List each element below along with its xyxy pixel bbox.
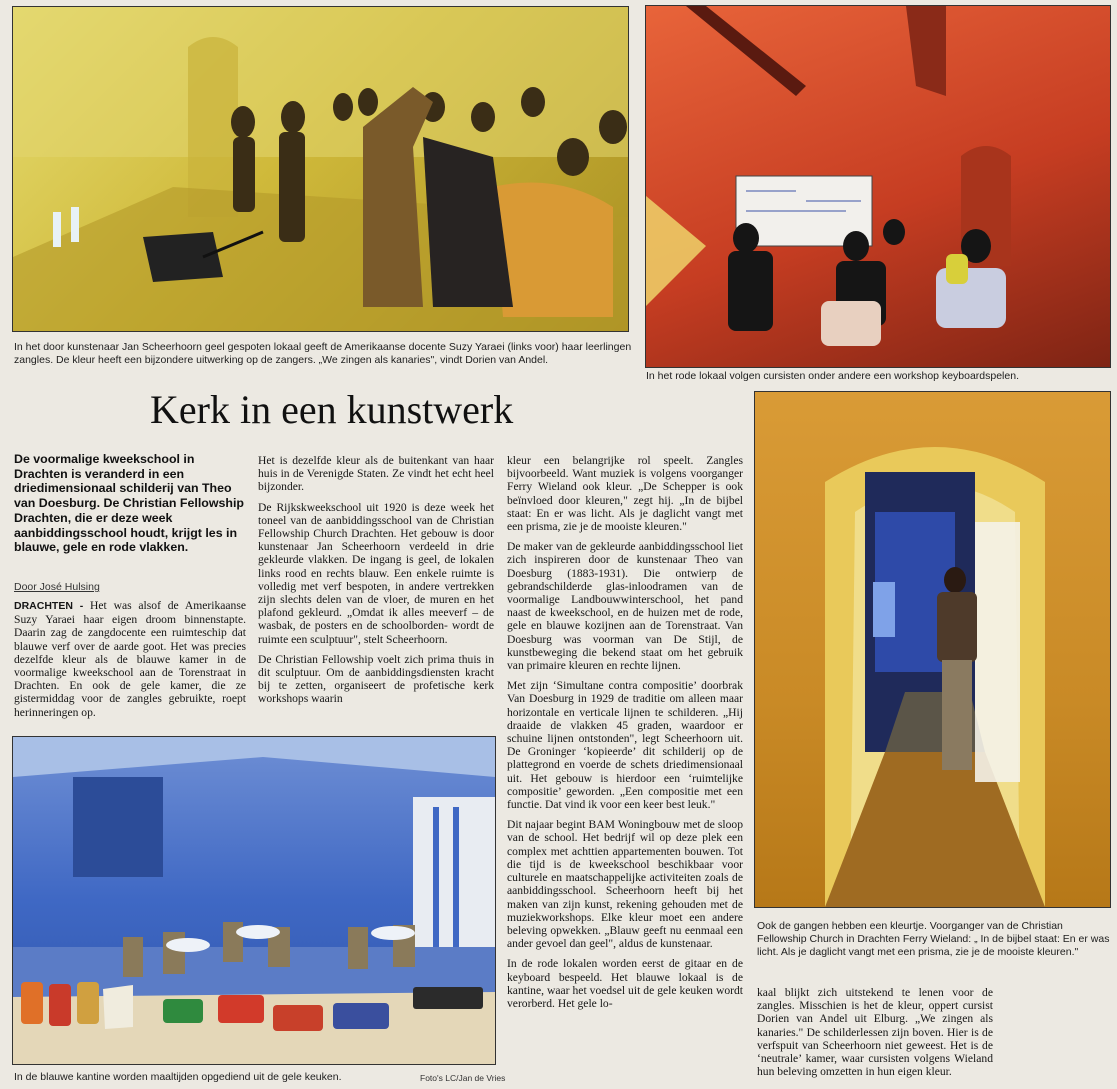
yellow-room-illustration	[13, 7, 628, 331]
article-column-1	[14, 599, 246, 726]
photo-red-room	[645, 5, 1111, 368]
column-3-paragraph-5: In de rode lokalen worden eerst de gitaar en de keyboard bespeeld. Het blauwe lokaal is de kantine, waar het voedsel uit de gele keuken wordt verorberd. Het gele lo-	[507, 957, 743, 1010]
column-4-paragraph-1: kaal blijkt zich uitstekend te lenen voor de zangles. Misschien is het de kleur, oppert cursist Dorien van Andel uit Elburg. „We zingen als kanaries." De schilderlessen zijn boven. Hier is de verfspuit van Scheerhoorn niet geweest. Het is de ‘neutrale’ kamer, waar cursisten volgens Wieland hun beleving omzetten in hun eigen kleur.	[757, 986, 993, 1079]
article-byline: Door José Hulsing	[14, 581, 100, 593]
column-3-paragraph-4: Dit najaar begint BAM Woningbouw met de sloop van de school. Het bedrijf wil op deze plek een complex met achttien appartementen bouwen. Tot die tijd is de kweekschool beschikbaar voor culturele en maatschappelijke activiteiten zoals de aanbiddingsschool. Scheerhoorn heeft bij het maken van zijn kunst, rekening gehouden met de muziekworkshops. Elke kleur moet een andere beleving opwekken. „Blauw geeft nu eenmaal een ander gevoel dan geel", aldus de kunstenaar.	[507, 818, 743, 951]
blue-canteen-illustration	[13, 737, 495, 1064]
caption-yellow-room: In het door kunstenaar Jan Scheerhoorn geel gespoten lokaal geeft de Amerikaanse docente Suzy Yaraei (links voor) haar leerlingen zangles. De kleur heeft een bijzondere uitwerking op de zangers. „We zingen als kanaries", vindt Dorien van Andel.	[14, 341, 632, 366]
article-dateline: DRACHTEN -	[14, 600, 84, 612]
column-3-paragraph-3: Met zijn ‘Simultane contra compositie’ doorbrak Van Doesburg in 1929 de traditie om alleen maar horizontale en verticale lijnen te schilderen. „Hij draaide de vlakken 45 graden, waardoor er schuine lijnen ontstonden", legt Scheerhoorn uit. De Groninger ‘kopieerde’ dit schilderij op de plattegrond en voerde de schets driedimensionaal uit. Het gebouw is hierdoor een ‘ruimtelijke compositie’ geworden. „Een compositie met een functie. Dat vind ik voor een keer best leuk."	[507, 679, 743, 812]
photo-credit: Foto's LC/Jan de Vries	[420, 1073, 506, 1083]
article-column-4	[757, 986, 993, 1085]
column-3-paragraph-2: De maker van de gekleurde aanbiddingsschool liet zich inspireren door de kunstenaar Theo van Doesburg (1883-1931). Die ontwierp de gebrandschilderde glas-inloodramen van de voormalige Landbouwwinterschool, het pand naast de kweekschool, en de huizen met de rode, gele en blauwe kozijnen aan de Torenstraat. Van Doesburg was voorman van De Stijl, de kunstbeweging die bekend staat om het gebruik van primaire kleuren en rechte lijnen.	[507, 540, 743, 673]
column-2-paragraph-1: Het is dezelfde kleur als de buitenkant van haar huis in de Verenigde Staten. Ze vindt het echt heel bijzonder.	[258, 454, 494, 494]
article-column-3	[507, 454, 743, 1017]
article-headline: Kerk in een kunstwerk	[150, 387, 514, 432]
photo-corridor	[754, 391, 1111, 908]
caption-blue-canteen: In de blauwe kantine worden maaltijden opgediend uit de gele keuken.	[14, 1071, 342, 1083]
red-room-illustration	[646, 6, 1110, 367]
photo-yellow-room	[12, 6, 629, 332]
photo-blue-canteen	[12, 736, 496, 1065]
caption-red-room: In het rode lokaal volgen cursisten onder andere een workshop keyboardspelen.	[646, 370, 1019, 382]
caption-corridor: Ook de gangen hebben een kleurtje. Voorganger van de Christian Fellowship Church in Drachten Ferry Wieland: „ In de bijbel staat: En er was licht. Als je daglicht vangt met een prisma, zie je de mooiste kleuren."	[757, 920, 1110, 958]
article-column-2	[258, 454, 494, 713]
corridor-illustration	[755, 392, 1110, 907]
column-2-paragraph-3: De Christian Fellowship voelt zich prima thuis in dit sculptuur. Om de aanbiddingsdiensten kracht bij te zetten, organiseert de profetische kerk workshops waarin	[258, 652, 494, 706]
column-2-paragraph-2: De Rijkskweekschool uit 1920 is deze week het toneel van de aanbiddingsschool van de Christian Fellowship Church Drachten. Het gebouw is door kunstenaar Jan Scheerhoorn verdeeld in drie gekleurde vlakken. De ingang is geel, de lokalen links rood en rechts blauw. Een enkele ruimte is volledig met verf bespoten, in andere vertrekken zijn slechts delen van de vloer, de muren en het plafond gekleurd. „Omdat ik alles meeverf – de wasbak, de posters en de schoolborden- wordt de ruimte een sculptuur", stelt Scheerhoorn.	[258, 500, 494, 646]
column-3-paragraph-1: kleur een belangrijke rol speelt. Zangles bijvoorbeeld. Want muziek is volgens voorganger Ferry Wieland ook kleur. „De Schepper is ook beïnvloed door kleuren," zegt hij. „In de bijbel staat: En er was licht. Als je daglicht vangt met een prisma, zie je de mooiste kleuren."	[507, 454, 743, 534]
article-intro: De voormalige kweekschool in Drachten is veranderd in een driedimensionaal schilderij van Theo van Doesburg. De Christian Fellowship Drachten, die er deze week aanbiddingsschool houdt, krijgt les in blauwe, gele en rode vlakken.	[14, 452, 244, 555]
column-1-paragraph: Het was alsof de Amerikaanse Suzy Yaraei haar eigen droom binnenstapte. Daarin zag de zangdocente een ruimteschip dat blauwe verf over de aarde goot. Het was precies dezelfde kleur als de blauwe kamer in de voormalige kweekschool aan de Torenstraat in Drachten. En ook de gele kamer, die ze gistermiddag voor de zangles gebruikte, roept herinneringen op.	[14, 599, 246, 719]
